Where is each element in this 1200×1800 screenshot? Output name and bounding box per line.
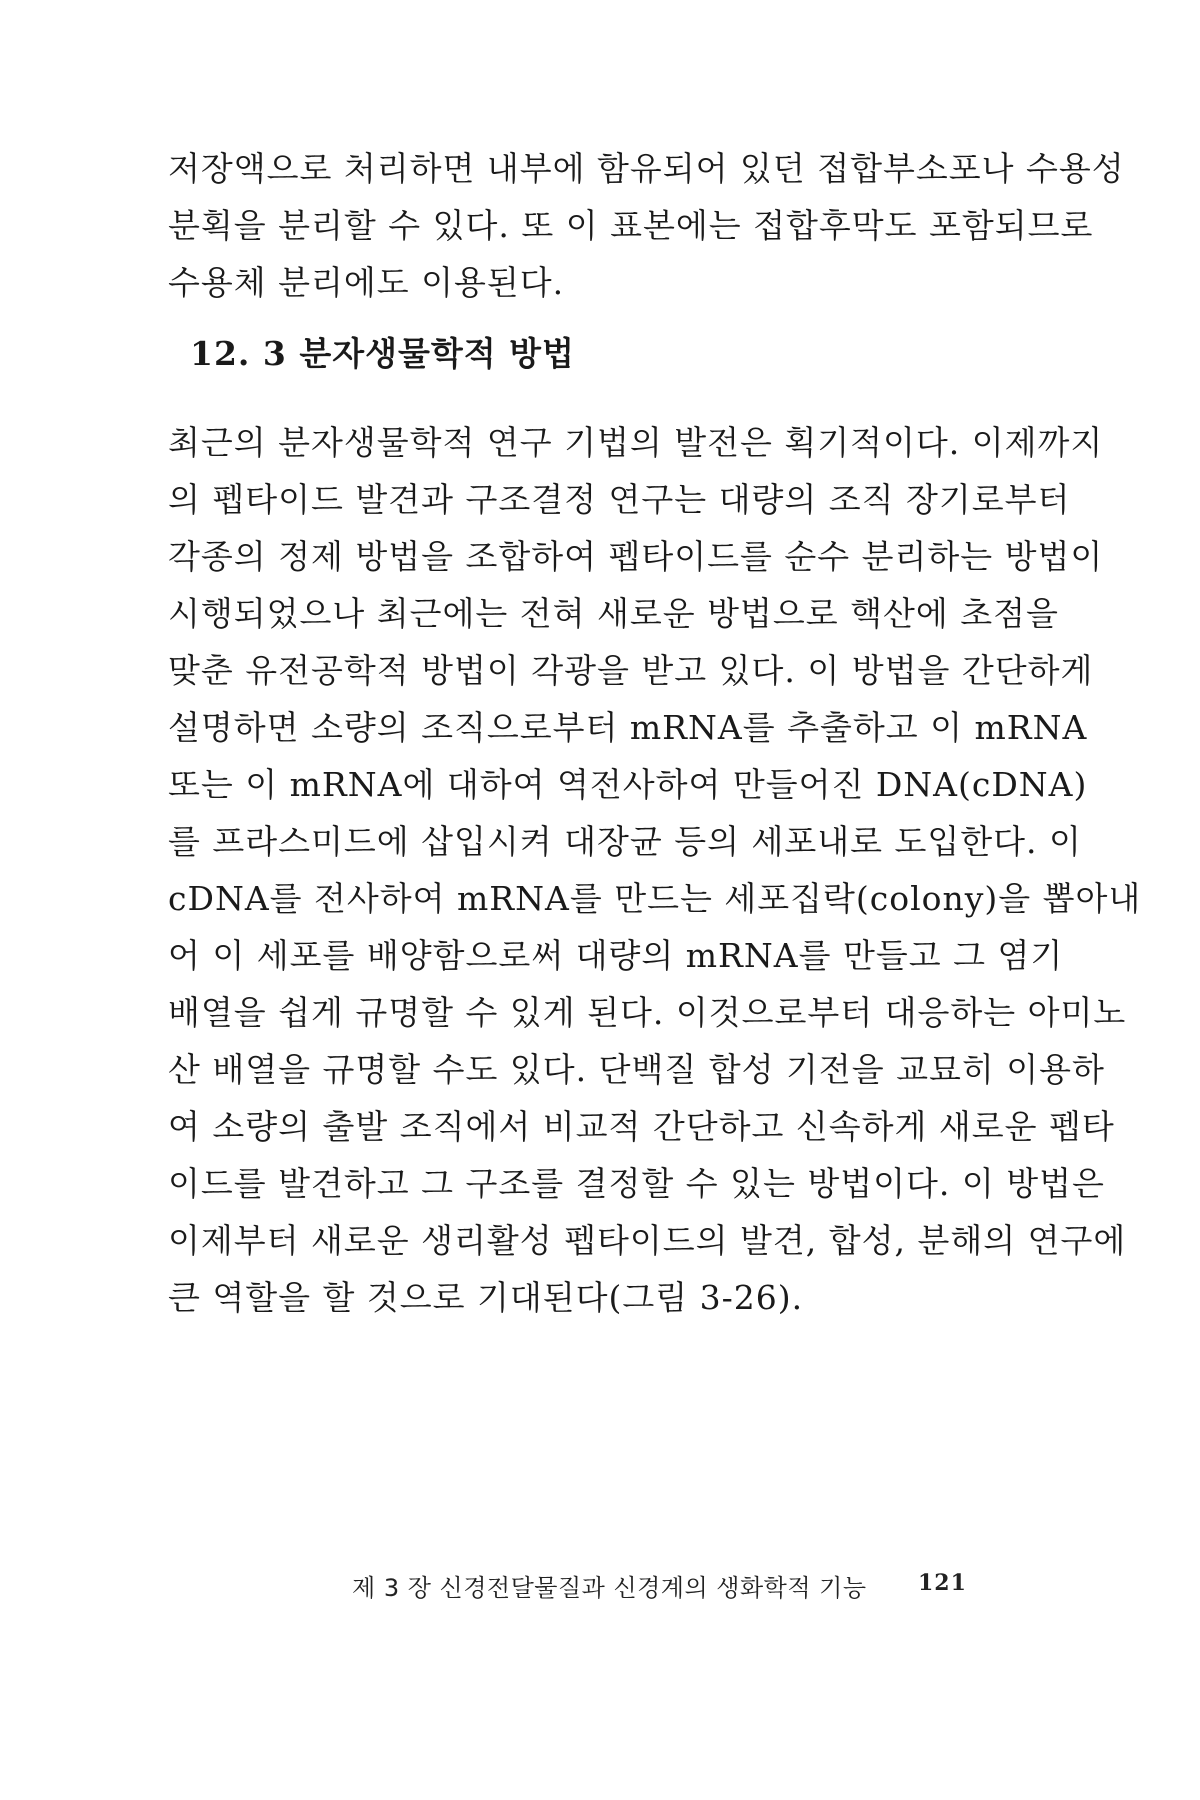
text-line: 또는 이 mRNA에 대하여 역전사하여 만들어진 DNA(cDNA) — [168, 765, 1088, 804]
text-line: 최근의 분자생물학적 연구 기법의 발전은 획기적이다. 이제까지 — [168, 423, 1104, 462]
text-line: 큰 역할을 할 것으로 기대된다(그림 3-26). — [168, 1278, 804, 1317]
text-line: 각종의 정제 방법을 조합하여 펩타이드를 순수 분리하는 방법이 — [168, 537, 1104, 576]
text-line: 를 프라스미드에 삽입시켜 대장균 등의 세포내로 도입한다. 이 — [168, 822, 1082, 861]
text-line: 배열을 쉽게 규명할 수 있게 된다. 이것으로부터 대응하는 아미노 — [168, 993, 1127, 1032]
text-line: 여 소량의 출발 조직에서 비교적 간단하고 신속하게 새로운 펩타 — [168, 1107, 1115, 1146]
text-line: 시행되었으나 최근에는 전혀 새로운 방법으로 핵산에 초점을 — [168, 594, 1059, 633]
text-line: cDNA를 전사하여 mRNA를 만드는 세포집락(colony)을 뽑아내 — [168, 879, 1142, 918]
paragraph-body — [168, 414, 1142, 1326]
text-line: 이제부터 새로운 생리활성 펩타이드의 발견, 합성, 분해의 연구에 — [168, 1221, 1127, 1260]
running-footer: 제 3 장 신경전달물질과 신경계의 생화학적 기능 — [352, 1574, 867, 1602]
text-line: 맞춘 유전공학적 방법이 각광을 받고 있다. 이 방법을 간단하게 — [168, 651, 1094, 690]
text-line: 저장액으로 처리하면 내부에 함유되어 있던 접합부소포나 수용성 — [168, 149, 1125, 188]
text-line: 분획을 분리할 수 있다. 또 이 표본에는 접합후막도 포함되므로 — [168, 206, 1094, 245]
text-line: 설명하면 소량의 조직으로부터 mRNA를 추출하고 이 mRNA — [168, 708, 1088, 747]
section-heading: 12. 3 분자생물학적 방법 — [190, 334, 575, 373]
text-line: 이드를 발견하고 그 구조를 결정할 수 있는 방법이다. 이 방법은 — [168, 1164, 1105, 1203]
text-line: 의 펩타이드 발견과 구조결정 연구는 대량의 조직 장기로부터 — [168, 480, 1071, 519]
paragraph-continuation — [168, 140, 1125, 311]
text-line: 산 배열을 규명할 수도 있다. 단백질 합성 기전을 교묘히 이용하 — [168, 1050, 1105, 1089]
text-line: 수용체 분리에도 이용된다. — [168, 263, 565, 302]
text-line: 어 이 세포를 배양함으로써 대량의 mRNA를 만들고 그 염기 — [168, 936, 1064, 975]
page-number: 121 — [918, 1570, 967, 1596]
